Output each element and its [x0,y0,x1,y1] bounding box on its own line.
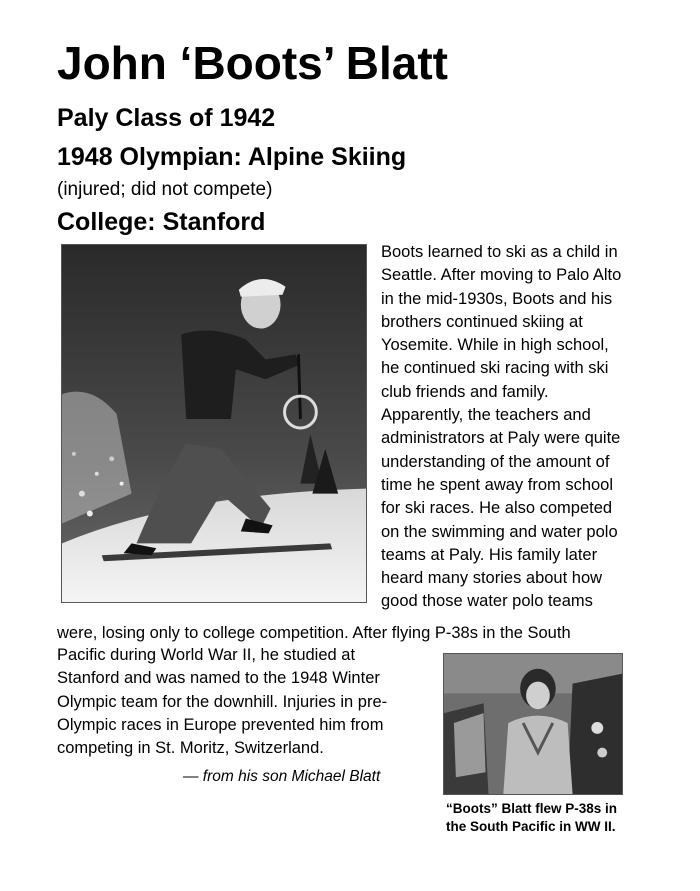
story-line: Olympic races in Europe prevented him from [57,715,384,734]
story-line: in the mid-1930s, Boots and his [381,289,613,308]
story-left-column [57,644,437,760]
story-line: Seattle. After moving to Palo Alto [381,266,622,285]
college-heading: College: Stanford [57,208,266,236]
story-line: teams at Paly. His family later [381,545,598,564]
story-line: understanding of the amount of [381,452,610,471]
story-credit: — from his son Michael Blatt [183,768,381,785]
story-line: time he spent away from school [381,475,614,494]
skier-photo-icon [62,245,366,602]
page-title: John ‘Boots’ Blatt [57,37,448,89]
story-line: Stanford and was named to the 1948 Winter [57,669,380,688]
story-line: heard many stories about how [381,569,603,588]
story-right-column [381,241,681,614]
story-line: administrators at Paly were quite [381,429,621,448]
story-line: Olympic team for the downhill. Injuries in pre- [57,692,388,711]
olympian-heading: 1948 Olympian: Alpine Skiing [57,143,407,171]
injury-note: (injured; did not compete) [57,179,273,200]
story-line: club friends and family. [381,382,549,401]
story-line: on the swimming and water polo [381,522,618,541]
story-line: for ski races. He also competed [381,499,613,518]
story-line: competing in St. Moritz, Switzerland. [57,739,324,758]
caption-line: the South Pacific in WW II. [446,819,616,834]
caption-line: “Boots” Blatt flew P-38s in [446,801,618,816]
pilot-photo-icon [444,654,622,794]
story-line: brothers continued skiing at [381,312,583,331]
pilot-photo [443,653,623,795]
photo-caption [446,800,646,836]
story-line: good those water polo teams [381,592,593,611]
story-line: he continued ski racing with ski [381,359,609,378]
story-line: Apparently, the teachers and [381,406,591,425]
story-line: Pacific during World War II, he studied at [57,646,356,664]
skier-photo [61,244,367,603]
story-line: Yosemite. While in high school, [381,336,609,355]
story-line: Boots learned to ski as a child in [381,243,618,261]
story-full-width-line: were, losing only to college competition. After flying P-38s in the South [57,624,571,642]
class-year-heading: Paly Class of 1942 [57,104,276,132]
